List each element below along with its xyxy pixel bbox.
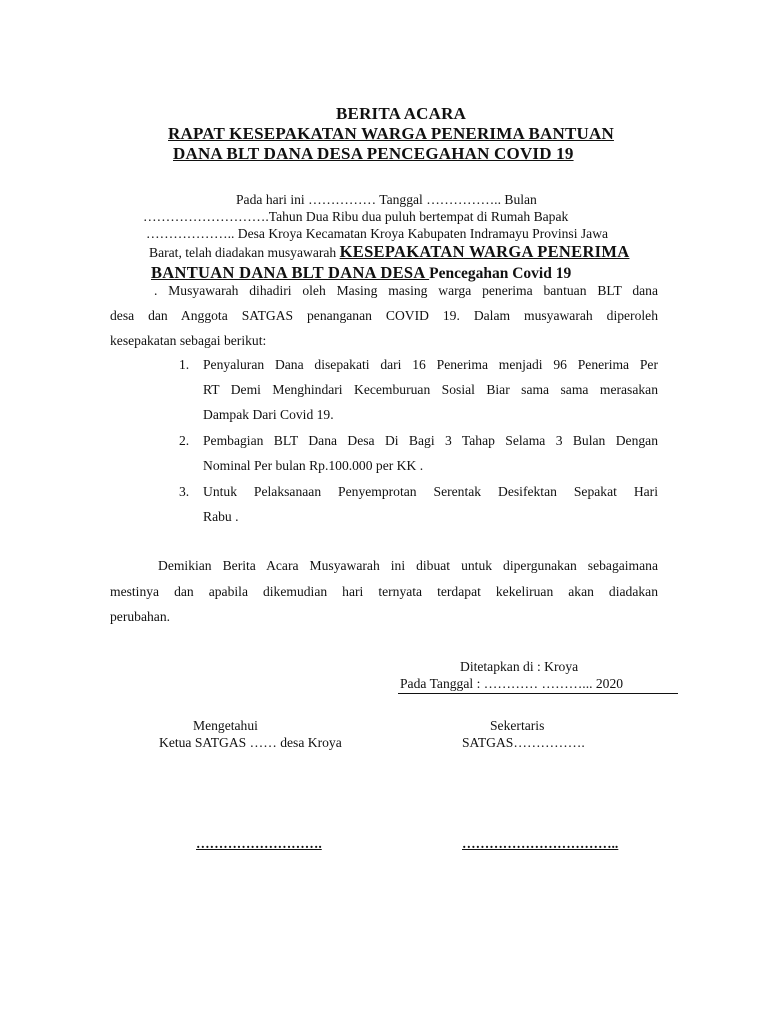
intro-line-1: Pada hari ini …………… Tanggal …………….. Bulan xyxy=(236,192,537,207)
closing-line-3: perubahan. xyxy=(110,609,171,624)
left-sign-role: Ketua SATGAS …… desa Kroya xyxy=(159,735,342,750)
left-signature-line: ………………………. xyxy=(196,836,322,851)
doc-title: BERITA ACARA xyxy=(336,104,467,123)
right-signature-line: …………………………….. xyxy=(462,836,619,851)
body-line-1: . Musyawarah dihadiri oleh Masing masing warga penerima bantuan BLT dana xyxy=(154,283,658,298)
list-item-line: Nominal Per bulan Rp.100.000 per KK . xyxy=(203,458,424,473)
closing-line-2: mestinya dan apabila dikemudian hari ternyata terdapat kekeliruan akan diadakan xyxy=(110,584,658,599)
list-item-line: Untuk Pelaksanaan Penyemprotan Serentak Desifektan Sepakat Hari xyxy=(203,484,658,499)
list-item-line: Penyaluran Dana disepakati dari 16 Penerima menjadi 96 Penerima Per xyxy=(203,357,658,372)
agreement-heading-part2: BANTUAN DANA BLT DANA DESA xyxy=(151,263,430,282)
list-item-line: Rabu . xyxy=(203,509,239,524)
date-of-issue: Pada Tanggal : ………… ………... 2020 xyxy=(400,676,624,691)
intro-line-3: ……………….. Desa Kroya Kecamatan Kroya Kabupaten Indramayu Provinsi Jawa xyxy=(146,226,609,241)
list-item-line: RT Demi Menghindari Kecemburuan Sosial Biar sama sama merasakan xyxy=(203,382,658,397)
place-of-issue: Ditetapkan di : Kroya xyxy=(460,659,579,674)
doc-subtitle-line2: DANA BLT DANA DESA PENCEGAHAN COVID 19 xyxy=(173,144,574,163)
intro-line-2: ……………………….Tahun Dua Ribu dua puluh bertempat di Rumah Bapak xyxy=(143,209,569,224)
body-line-2: desa dan Anggota SATGAS penanganan COVID 19. Dalam musyawarah diperoleh xyxy=(110,308,658,323)
list-item-number: 3. xyxy=(179,484,190,499)
intro-line-4-text: Barat, telah diadakan musyawarah xyxy=(149,245,340,260)
intro-line-4 xyxy=(149,242,629,262)
left-sign-title: Mengetahui xyxy=(193,718,258,733)
right-sign-title: Sekertaris xyxy=(490,718,545,733)
closing-line-1: Demikian Berita Acara Musyawarah ini dibuat untuk dipergunakan sebagaimana xyxy=(158,558,658,573)
doc-subtitle-line1: RAPAT KESEPAKATAN WARGA PENERIMA BANTUAN xyxy=(168,124,614,143)
body-line-3: kesepakatan sebagai berikut: xyxy=(110,333,267,348)
intro-line-5 xyxy=(151,263,571,283)
agreement-heading-part1: KESEPAKATAN WARGA PENERIMA xyxy=(339,242,630,261)
list-item-line: Dampak Dari Covid 19. xyxy=(203,407,334,422)
agreement-heading-tail: Pencegahan Covid 19 xyxy=(429,265,572,282)
list-item-line: Pembagian BLT Dana Desa Di Bagi 3 Tahap Selama 3 Bulan Dengan xyxy=(203,433,658,448)
right-sign-role: SATGAS……………. xyxy=(462,735,585,750)
list-item-number: 1. xyxy=(179,357,190,372)
date-underline xyxy=(398,693,678,694)
list-item-number: 2. xyxy=(179,433,190,448)
